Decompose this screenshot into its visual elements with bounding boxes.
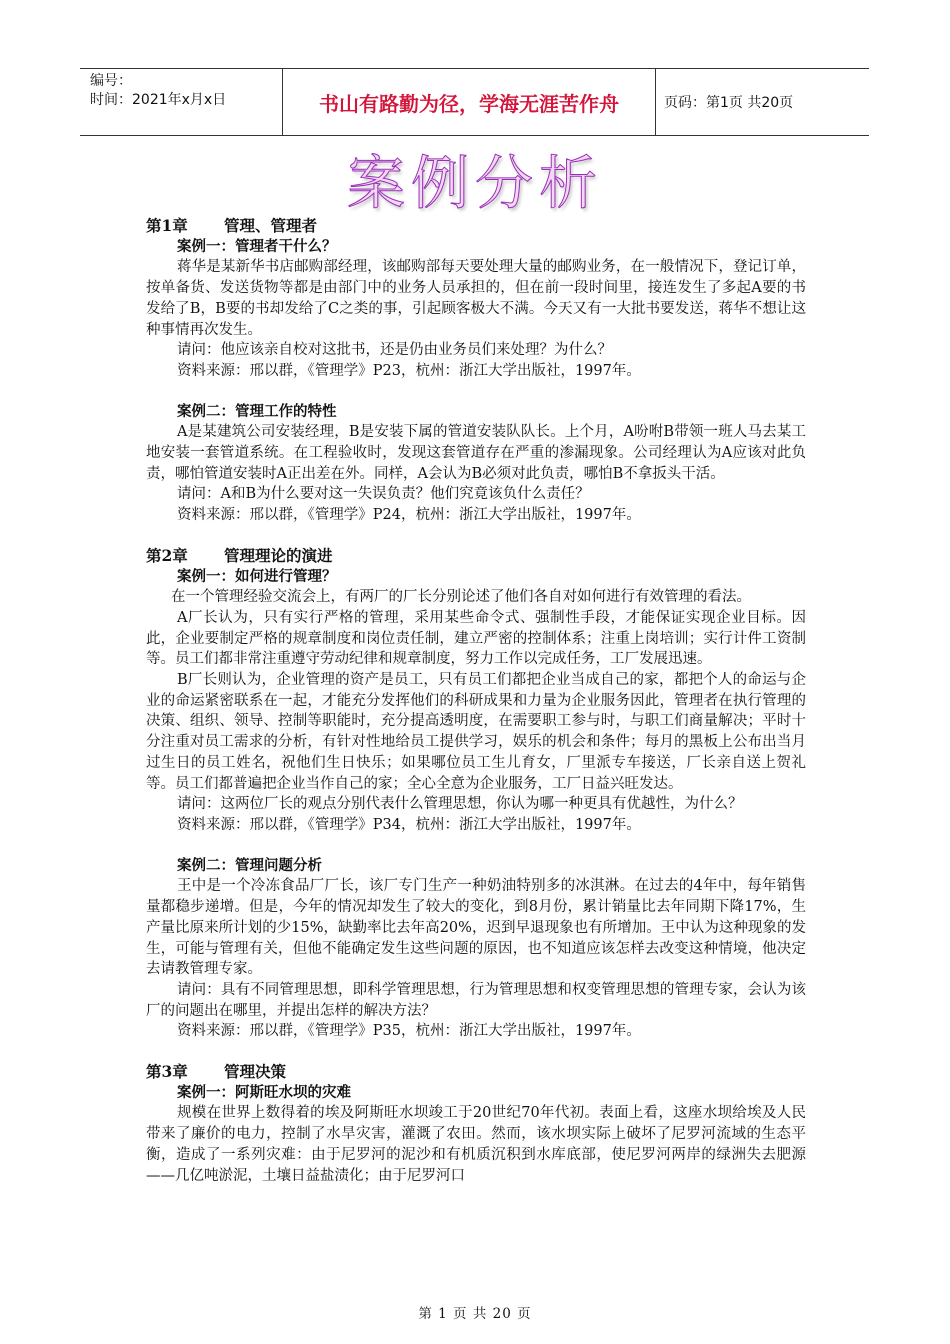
case-question: 请问：A和B为什么要对这一失误负责？他们究竟该负什么责任？ xyxy=(177,486,590,503)
header-page-info: 页码：第1页 共20页 xyxy=(664,95,794,111)
case-source: 资料来源：邢以群，《管理学》P34，杭州：浙江大学出版社，1997年。 xyxy=(177,816,641,833)
case-paragraph: 在一个管理经验交流会上，有两厂的厂长分别论述了他们各自对如何进行有效管理的看法。 xyxy=(171,589,751,606)
time-text: 时间：2021年x月x日 xyxy=(90,92,227,108)
case-paragraph: A厂长认为，只有实行严格的管理，采用某些命令式、强制性手段，才能保证实现企业目标。因此，企业要制定严格的规章制度和岗位责任制，建立严密的控制体系；注重上岗培训；实行计件工资制等。员工们都非常注重遵守劳动纪律和规章制度，努力工作以完成任务，工厂发展迅速。 xyxy=(146,609,806,668)
chapter-number: 第2章 xyxy=(146,545,188,565)
case-source: 资料来源：邢以群，《管理学》P24，杭州：浙江大学出版社，1997年。 xyxy=(177,507,641,524)
case-paragraph: A是某建筑公司安装经理，B是安装下属的管道安装队队长。上个月，A吩咐B带领一班人马去某工地安装一套管道系统。在工程验收时，发现这套管道存在严重的渗漏现象。公司经理认为A应该对此负责，哪怕管道安装时A正出差在外。同样，A会认为B必须对此负责，哪怕B不拿扳头干活。 xyxy=(146,424,806,482)
case-question: 请问：具有不同管理思想，即科学管理思想，行为管理思想和权变管理思想的管理专家，会认为该厂的问题出在哪里，并提出怎样的解决方法？ xyxy=(146,981,806,1019)
chapter-heading xyxy=(146,1062,806,1083)
case-paragraph: B厂长则认为，企业管理的资产是员工，只有员工们都把企业当成自己的家，都把个人的命运与企业的命运紧密联系在一起，才能充分发挥他们的科研成果和力量为企业服务因此，管理者在执行管理的决策、组织、领导、控制等职能时，充分提高透明度，在需要职工参与时，与职工们商量解决；平时十分注重对员工需求的分析，有针对性地给员工提供学习，娱乐的机会和条件；每月的黑板上公布出当月过生日的员工姓名，祝他们生日快乐；如果哪位员工生儿育女，厂里派专车接送，厂长亲自送上贺礼等。员工们都普遍把企业当作自己的家；全心全意为企业服务，工厂日益兴旺发达。 xyxy=(146,672,806,792)
header-meta xyxy=(80,69,283,135)
case-source: 资料来源：邢以群，《管理学》P23，杭州：浙江大学出版社，1997年。 xyxy=(177,362,641,379)
document-title: 案例分析 xyxy=(346,149,603,217)
case-question: 请问：这两位厂长的观点分别代表什么管理思想，你认为哪一种更具有优越性，为什么？ xyxy=(177,796,743,813)
header-motto: 书山有路勤为径，学海无涯苦作舟 xyxy=(283,69,656,135)
case-title: 案例一：管理者干什么？ xyxy=(177,237,337,255)
chapter-number: 第3章 xyxy=(146,1062,188,1082)
case-title: 案例二：管理工作的特性 xyxy=(177,402,337,420)
case-title: 案例二：管理问题分析 xyxy=(177,856,322,874)
chapter-title: 管理理论的演进 xyxy=(224,545,333,565)
case-paragraph: 蒋华是某新华书店邮购部经理，该邮购部每天要处理大量的邮购业务，在一般情况下，登记订单，按单备货、发送货物等都是由部门中的业务人员承担的，但在前一段时间里，接连发生了多起A要的书发给了B，B要的书却发给了C之类的事，引起顾客极大不满。今天又有一大批书要发送，蒋华不想让这种事情再次发生。 xyxy=(146,259,806,338)
case-source: 资料来源：邢以群，《管理学》P35，杭州：浙江大学出版社，1997年。 xyxy=(177,1023,641,1040)
chapter-heading xyxy=(146,546,806,567)
serial-label: 编号： xyxy=(90,73,132,89)
case-title: 案例一：如何进行管理？ xyxy=(177,567,337,585)
case-paragraph: 王中是一个冷冻食品厂厂长，该厂专门生产一种奶油特别多的冰淇淋。在过去的4年中，每年销售量都稳步递增。但是，今年的情况却发生了较大的变化，到8月份，累计销量比去年同期下降17%，生产量比原来所计划的少15%，缺勤率比去年高20%，迟到早退现象也有所增加。王中认为这种现象的发生，可能与管理有关，但他不能确定发生这些问题的原因，也不知道应该怎样去改变这种情境，他决定去请教管理专家。 xyxy=(146,878,806,978)
chapter-number: 第1章 xyxy=(146,216,188,235)
chapter-heading xyxy=(146,216,806,237)
case-title: 案例一：阿斯旺水坝的灾难 xyxy=(177,1083,351,1101)
page-header xyxy=(80,68,869,136)
chapter-title: 管理决策 xyxy=(224,1062,287,1082)
chapter-title: 管理、管理者 xyxy=(224,216,318,235)
case-paragraph: 规模在世界上数得着的埃及阿斯旺水坝竣工于20世纪70年代初。表面上看，这座水坝给埃及人民带来了廉价的电力，控制了水旱灾害，灌溉了农田。然而，该水坝实际上破坏了尼罗河流域的生态平衡，造成了一系列灾难：由于尼罗河的泥沙和有机质沉积到水库底部，使尼罗河两岸的绿洲失去肥源——几亿吨淤泥，土壤日益盐渍化；由于尼罗河口 xyxy=(146,1105,806,1184)
document-body xyxy=(146,216,806,1186)
page-footer: 第 1 页 共 20 页 xyxy=(418,1306,532,1322)
case-question: 请问：他应该亲自校对这批书，还是仍由业务员们来处理？为什么？ xyxy=(177,342,612,359)
